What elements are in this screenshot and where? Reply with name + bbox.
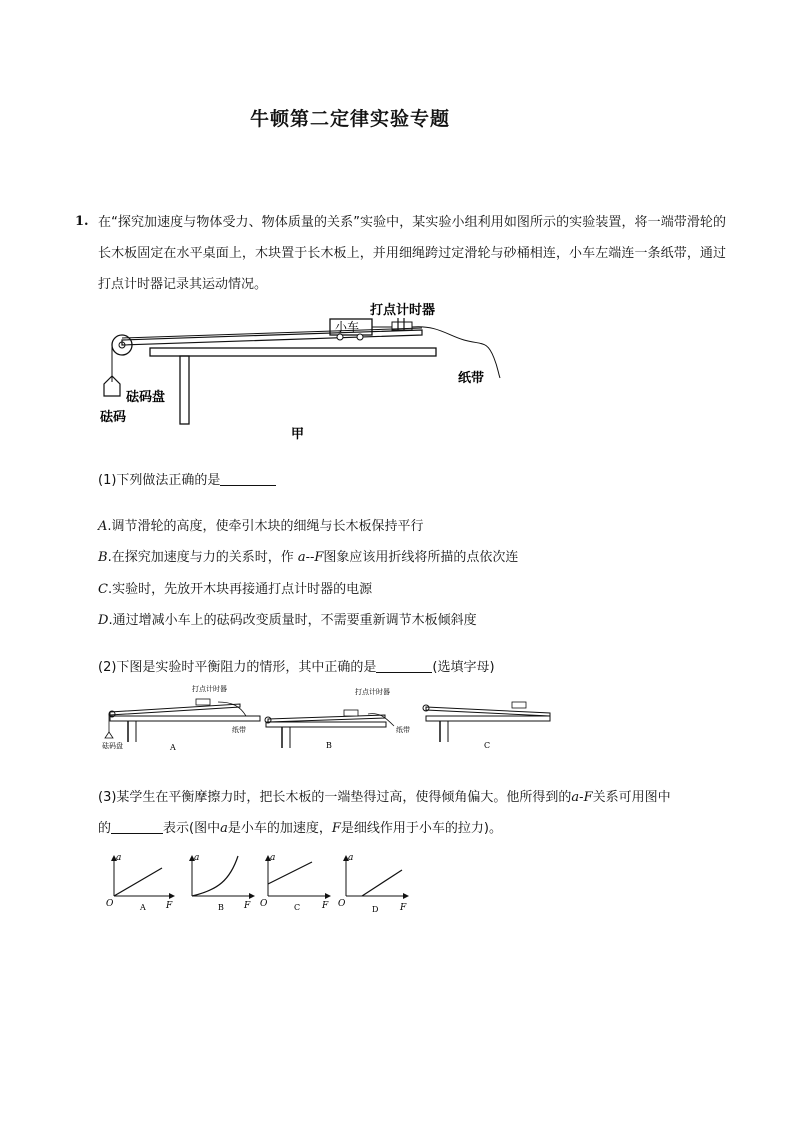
graph-b [192, 853, 254, 912]
part3-answer-blank[interactable] [111, 819, 163, 834]
graph-d-line [362, 870, 402, 896]
balance-figure-a [102, 684, 260, 752]
question-stem: 在“探究加速度与物体受力、物体质量的关系”实验中，某实验小组利用如图所示的实验装置，将一端带滑轮的长木板固定在水平桌面上，木块置于长木板上，并用细绳跨过定滑轮与砂桶相连，小车左端连一条纸带，通过打点计时器记录其运动情况。 [98, 215, 726, 292]
svg-text:A: A [140, 903, 146, 912]
part3-line2: 的 表示(图中a是小车的加速度，F是细线作用于小车的拉力)。 [98, 821, 502, 836]
page-title: 牛顿第二定律实验专题 [249, 108, 450, 130]
option-a: A.调节滑轮的高度，使牵引木块的细绳与长木板保持平行 [98, 519, 424, 534]
graph-a [106, 853, 174, 912]
balance-figure-b [265, 687, 410, 750]
svg-text:打点计时器: 打点计时器 [355, 688, 390, 696]
af-graphs [100, 850, 420, 914]
svg-text:砝码盘: 砝码盘 [102, 742, 123, 750]
graph-a-line [114, 868, 162, 896]
svg-text:F: F [244, 901, 251, 911]
tape [412, 327, 500, 378]
part1-answer-blank[interactable] [220, 471, 276, 486]
graph-d [338, 853, 408, 914]
part3-line1: (3)某学生在平衡摩擦力时，把长木板的一端垫得过高，使得倾角偏大。他所得到的a-F关系可用图中 [98, 790, 671, 805]
svg-text:C: C [484, 741, 491, 750]
balance-figures [100, 682, 560, 754]
svg-text:a: a [348, 853, 354, 863]
svg-text:B: B [326, 741, 332, 750]
svg-text:O: O [338, 899, 346, 909]
graph-c [260, 853, 330, 912]
option-c: C.实验时，先放开木块再接通打点计时器的电源 [98, 582, 373, 597]
board [122, 330, 422, 345]
tray-label: 砝码盘 [126, 390, 166, 405]
table-leg [180, 356, 189, 424]
svg-text:O: O [260, 899, 268, 909]
option-d: D.通过增减小车上的砝码改变质量时，不需要重新调节木板倾斜度 [98, 613, 477, 628]
tape-label: 纸带 [458, 371, 485, 386]
svg-text:a: a [270, 853, 276, 863]
balance-figure-c [423, 702, 550, 750]
svg-text:O: O [106, 899, 114, 909]
svg-text:打点计时器: 打点计时器 [192, 685, 227, 693]
svg-text:F: F [322, 901, 329, 911]
svg-text:纸带: 纸带 [396, 726, 410, 734]
table-top [150, 348, 436, 356]
svg-text:a: a [194, 853, 200, 863]
apparatus-figure [92, 300, 512, 445]
part2-answer-blank[interactable] [376, 658, 432, 673]
weight-label: 砝码 [100, 410, 127, 425]
part1-prompt: (1)下列做法正确的是 [98, 469, 276, 488]
svg-text:B: B [218, 903, 224, 912]
graph-c-line [268, 862, 312, 884]
svg-text:F: F [166, 901, 173, 911]
timer-label: 打点计时器 [370, 303, 436, 318]
part2-prompt: (2)下图是实验时平衡阻力的情形，其中正确的是 (选填字母) [98, 660, 495, 675]
svg-text:F: F [400, 903, 407, 913]
question-number: 1. [75, 214, 89, 229]
svg-text:纸带: 纸带 [232, 726, 246, 734]
option-b: B.在探究加速度与力的关系时，作 a--F图象应该用折线将所描的点依次连 [98, 550, 519, 565]
svg-text:A: A [170, 743, 176, 752]
svg-text:C: C [294, 903, 301, 912]
cart-label: 小车 [335, 320, 360, 334]
svg-text:a: a [116, 853, 122, 863]
svg-text:D: D [372, 905, 379, 914]
figure-caption: 甲 [291, 427, 305, 442]
